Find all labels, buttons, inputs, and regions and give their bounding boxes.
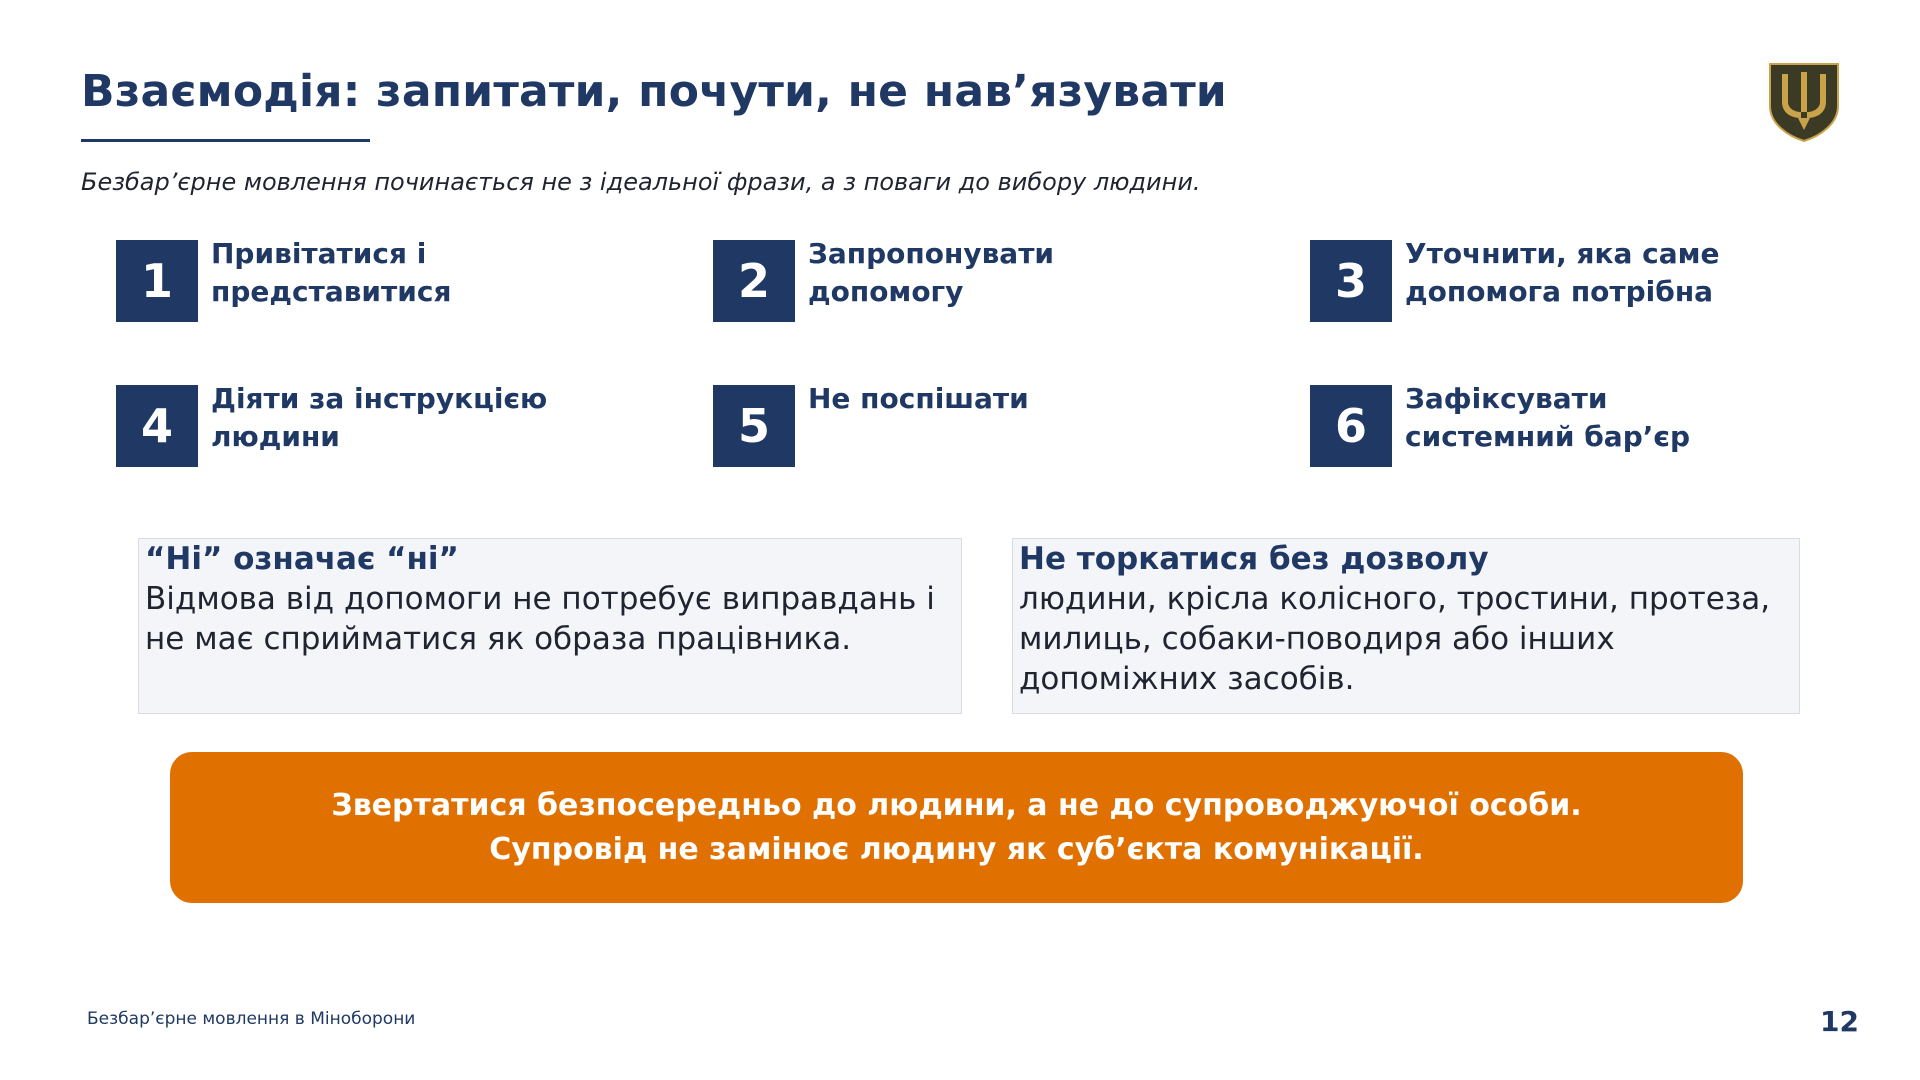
title-underline (81, 139, 370, 142)
info-box-heading: “Ні” означає “ні” (145, 541, 459, 577)
info-box-heading: Не торкатися без дозволу (1019, 541, 1489, 577)
step-text: Запропонувати допомогу (808, 237, 1055, 308)
step-number: 5 (713, 385, 795, 467)
banner-line-2: Супровід не замінює людину як суб’єкта комунікації. (489, 831, 1424, 867)
step-text: Уточнити, яка саме допомога потрібна (1405, 237, 1720, 308)
slide-title: Взаємодія: запитати, почути, не нав’язувати (81, 66, 1227, 117)
step-2 (713, 237, 1273, 322)
info-box-body: людини, крісла колісного, тростини, протеза, милиць, собаки-поводиря або інших допоміжних засобів. (1019, 581, 1771, 697)
step-number: 4 (116, 385, 198, 467)
info-box-body: Відмова від допомоги не потребує виправдань і не має сприйматися як образа працівника. (145, 581, 935, 657)
step-number: 3 (1310, 240, 1392, 322)
step-text: Діяти за інструкцією людини (211, 382, 548, 453)
step-text: Зафіксувати системний бар’єр (1405, 382, 1691, 453)
step-text: Не поспішати (808, 382, 1029, 415)
slide-subtitle: Безбар’єрне мовлення починається не з ідеальної фрази, а з поваги до вибору людини. (81, 168, 1201, 196)
info-box-no-touch (1012, 538, 1800, 714)
key-message-banner (170, 752, 1743, 903)
step-5 (713, 382, 1273, 467)
trident-shield-emblem-icon (1768, 62, 1840, 142)
step-6 (1310, 382, 1870, 467)
footer-caption: Безбар’єрне мовлення в Міноборони (87, 1009, 416, 1029)
step-text: Привітатися і представитися (211, 237, 452, 308)
step-1 (116, 237, 676, 322)
step-3 (1310, 237, 1870, 322)
step-number: 6 (1310, 385, 1392, 467)
step-number: 1 (116, 240, 198, 322)
step-4 (116, 382, 676, 467)
banner-line-1: Звертатися безпосередньо до людини, а не до супроводжуючої особи. (331, 787, 1582, 823)
page-number: 12 (1820, 1005, 1859, 1038)
step-number: 2 (713, 240, 795, 322)
info-box-no-means-no (138, 538, 962, 714)
